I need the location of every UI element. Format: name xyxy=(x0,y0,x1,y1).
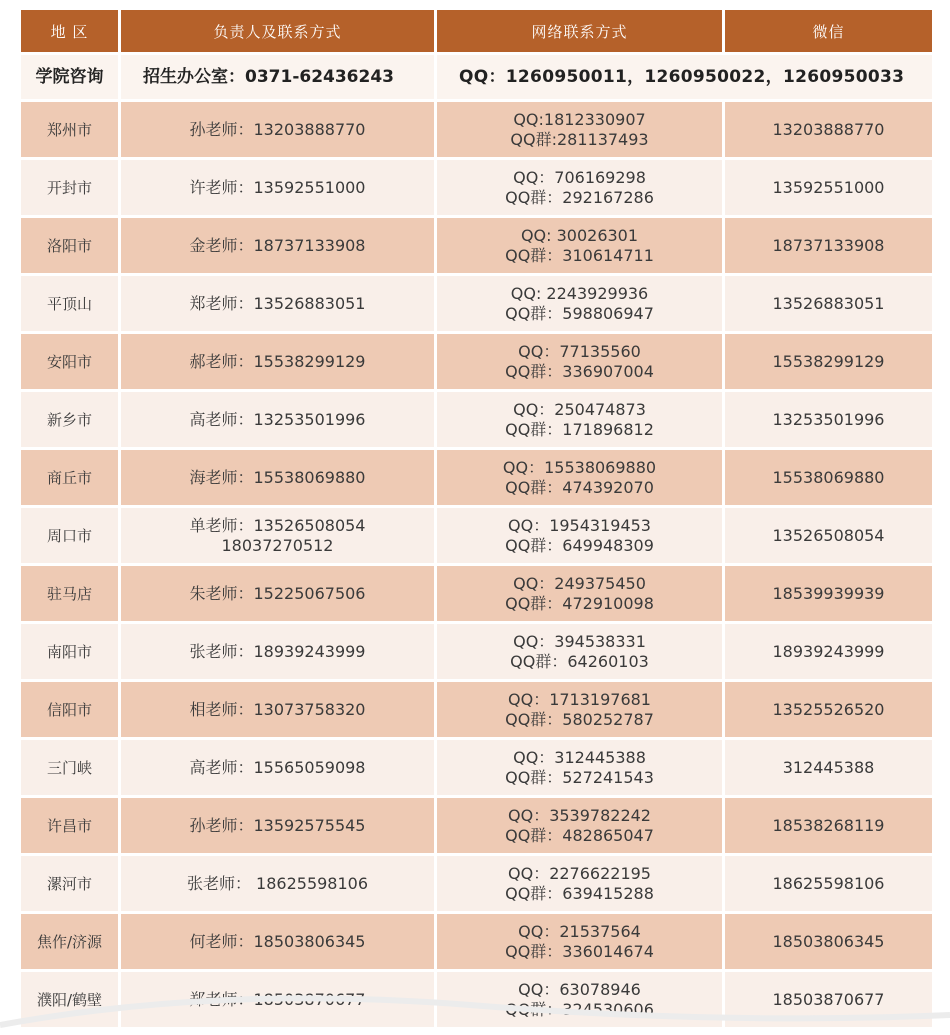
qq-group-number: QQ群:281137493 xyxy=(510,129,649,149)
person-contact: 高老师：15565059098 xyxy=(189,757,366,777)
qq-group-number: QQ群：472910098 xyxy=(505,593,654,613)
qq-number: QQ：21537564 xyxy=(518,921,641,941)
qq-number: QQ：1954319453 xyxy=(508,515,651,535)
person-cell xyxy=(121,972,434,1027)
qq-group-number: QQ群：336014674 xyxy=(505,941,654,961)
person-cell xyxy=(121,392,434,447)
person-cell xyxy=(121,276,434,331)
person-contact: 金老师：18737133908 xyxy=(189,235,366,255)
consult-label: 学院咨询 xyxy=(21,55,118,99)
person-contact: 郑老师：13526883051 xyxy=(189,293,366,313)
qq-group-number: QQ群：649948309 xyxy=(505,535,654,555)
person-contact: 张老师： 18625598106 xyxy=(186,873,369,893)
table-row xyxy=(21,218,932,273)
qq-group-number: QQ群：292167286 xyxy=(505,187,654,207)
person-cell xyxy=(121,624,434,679)
wechat-cell: 13203888770 xyxy=(725,102,932,157)
person-contact: 郝老师：15538299129 xyxy=(189,351,366,371)
qq-number: QQ：2276622195 xyxy=(508,863,651,883)
table-row xyxy=(21,972,932,1027)
network-cell xyxy=(437,334,722,389)
contact-sheet xyxy=(18,7,932,1030)
network-cell xyxy=(437,218,722,273)
person-cell xyxy=(121,102,434,157)
qq-group-number: QQ群：482865047 xyxy=(505,825,654,845)
network-cell xyxy=(437,740,722,795)
table-row xyxy=(21,856,932,911)
wechat-cell: 15538069880 xyxy=(725,450,932,505)
person-contact: 朱老师：15225067506 xyxy=(189,583,366,603)
network-cell xyxy=(437,914,722,969)
region-cell: 开封市 xyxy=(21,160,118,215)
table-row xyxy=(21,160,932,215)
region-cell: 濮阳/鹤壁 xyxy=(21,972,118,1027)
region-cell: 洛阳市 xyxy=(21,218,118,273)
network-cell xyxy=(437,566,722,621)
person-contact: 海老师：15538069880 xyxy=(189,467,366,487)
consult-qq-numbers: QQ：1260950011，1260950022，1260950033 xyxy=(437,55,932,99)
qq-number: QQ：312445388 xyxy=(513,747,646,767)
qq-group-number: QQ群：336907004 xyxy=(505,361,654,381)
person-contact: 孙老师：13592575545 xyxy=(189,815,366,835)
region-cell: 周口市 xyxy=(21,508,118,563)
person-contact: 高老师：13253501996 xyxy=(189,409,366,429)
region-cell: 信阳市 xyxy=(21,682,118,737)
wechat-cell: 18737133908 xyxy=(725,218,932,273)
person-contact: 郑老师：18503870677 xyxy=(189,989,366,1009)
wechat-cell: 18539939939 xyxy=(725,566,932,621)
header-region: 地 区 xyxy=(21,10,118,52)
contact-table xyxy=(18,7,935,1030)
person-cell xyxy=(121,508,434,563)
region-cell: 许昌市 xyxy=(21,798,118,853)
region-cell: 商丘市 xyxy=(21,450,118,505)
region-cell: 驻马店 xyxy=(21,566,118,621)
wechat-cell: 18538268119 xyxy=(725,798,932,853)
person-contact: 相老师：13073758320 xyxy=(189,699,366,719)
qq-number: QQ：63078946 xyxy=(518,979,641,999)
qq-number: QQ：394538331 xyxy=(513,631,646,651)
person-cell xyxy=(121,450,434,505)
network-cell xyxy=(437,450,722,505)
header-network: 网络联系方式 xyxy=(437,10,722,52)
network-cell xyxy=(437,856,722,911)
person-cell xyxy=(121,856,434,911)
wechat-cell: 18625598106 xyxy=(725,856,932,911)
qq-group-number: QQ群：580252787 xyxy=(505,709,654,729)
person-cell xyxy=(121,160,434,215)
table-row xyxy=(21,682,932,737)
qq-group-number: QQ群：527241543 xyxy=(505,767,654,787)
network-cell xyxy=(437,392,722,447)
person-cell xyxy=(121,218,434,273)
network-cell xyxy=(437,160,722,215)
table-row xyxy=(21,624,932,679)
qq-number: QQ：15538069880 xyxy=(502,457,657,477)
wechat-cell: 18939243999 xyxy=(725,624,932,679)
consult-row xyxy=(21,55,932,99)
qq-number: QQ：1713197681 xyxy=(508,689,651,709)
qq-number: QQ:1812330907 xyxy=(513,109,646,129)
qq-group-number: QQ群：324530606 xyxy=(505,999,654,1019)
header-person: 负责人及联系方式 xyxy=(121,10,434,52)
table-row xyxy=(21,276,932,331)
qq-number: QQ：706169298 xyxy=(513,167,646,187)
person-contact: 许老师：13592551000 xyxy=(189,177,366,197)
consult-office-phone: 招生办公室：0371-62436243 xyxy=(121,55,434,99)
wechat-cell: 15538299129 xyxy=(725,334,932,389)
person-contact: 何老师：18503806345 xyxy=(189,931,366,951)
region-cell: 三门峡 xyxy=(21,740,118,795)
qq-number: QQ：249375450 xyxy=(513,573,646,593)
qq-group-number: QQ群：64260103 xyxy=(510,651,649,671)
network-cell xyxy=(437,102,722,157)
header-row xyxy=(21,10,932,52)
region-cell: 安阳市 xyxy=(21,334,118,389)
header-wechat: 微信 xyxy=(725,10,932,52)
region-cell: 焦作/济源 xyxy=(21,914,118,969)
table-row xyxy=(21,334,932,389)
region-cell: 新乡市 xyxy=(21,392,118,447)
table-row xyxy=(21,102,932,157)
wechat-cell: 13525526520 xyxy=(725,682,932,737)
network-cell xyxy=(437,276,722,331)
network-cell xyxy=(437,798,722,853)
person-cell xyxy=(121,566,434,621)
qq-number: QQ：250474873 xyxy=(513,399,646,419)
qq-number: QQ：77135560 xyxy=(518,341,641,361)
person-cell xyxy=(121,740,434,795)
person-cell xyxy=(121,682,434,737)
table-row xyxy=(21,450,932,505)
qq-group-number: QQ群：598806947 xyxy=(505,303,654,323)
wechat-cell: 18503870677 xyxy=(725,972,932,1027)
table-row xyxy=(21,508,932,563)
qq-group-number: QQ群：474392070 xyxy=(505,477,654,497)
table-row xyxy=(21,740,932,795)
qq-number: QQ: 30026301 xyxy=(520,225,639,245)
qq-group-number: QQ群：639415288 xyxy=(505,883,654,903)
wechat-cell: 312445388 xyxy=(725,740,932,795)
region-cell: 郑州市 xyxy=(21,102,118,157)
wechat-cell: 13592551000 xyxy=(725,160,932,215)
wechat-cell: 13253501996 xyxy=(725,392,932,447)
person-contact: 张老师：18939243999 xyxy=(189,641,366,661)
person-cell xyxy=(121,334,434,389)
wechat-cell: 13526883051 xyxy=(725,276,932,331)
person-cell xyxy=(121,914,434,969)
wechat-cell: 13526508054 xyxy=(725,508,932,563)
network-cell xyxy=(437,682,722,737)
table-row xyxy=(21,566,932,621)
table-row xyxy=(21,914,932,969)
network-cell xyxy=(437,972,722,1027)
person-cell xyxy=(121,798,434,853)
person-contact: 单老师：13526508054 xyxy=(189,515,366,535)
person-contact: 18037270512 xyxy=(221,535,334,555)
qq-number: QQ: 2243929936 xyxy=(510,283,649,303)
qq-group-number: QQ群：171896812 xyxy=(505,419,654,439)
qq-group-number: QQ群：310614711 xyxy=(505,245,654,265)
region-cell: 平顶山 xyxy=(21,276,118,331)
region-cell: 漯河市 xyxy=(21,856,118,911)
person-contact: 孙老师：13203888770 xyxy=(189,119,366,139)
qq-number: QQ：3539782242 xyxy=(508,805,651,825)
table-row xyxy=(21,392,932,447)
table-row xyxy=(21,798,932,853)
region-cell: 南阳市 xyxy=(21,624,118,679)
network-cell xyxy=(437,508,722,563)
network-cell xyxy=(437,624,722,679)
wechat-cell: 18503806345 xyxy=(725,914,932,969)
